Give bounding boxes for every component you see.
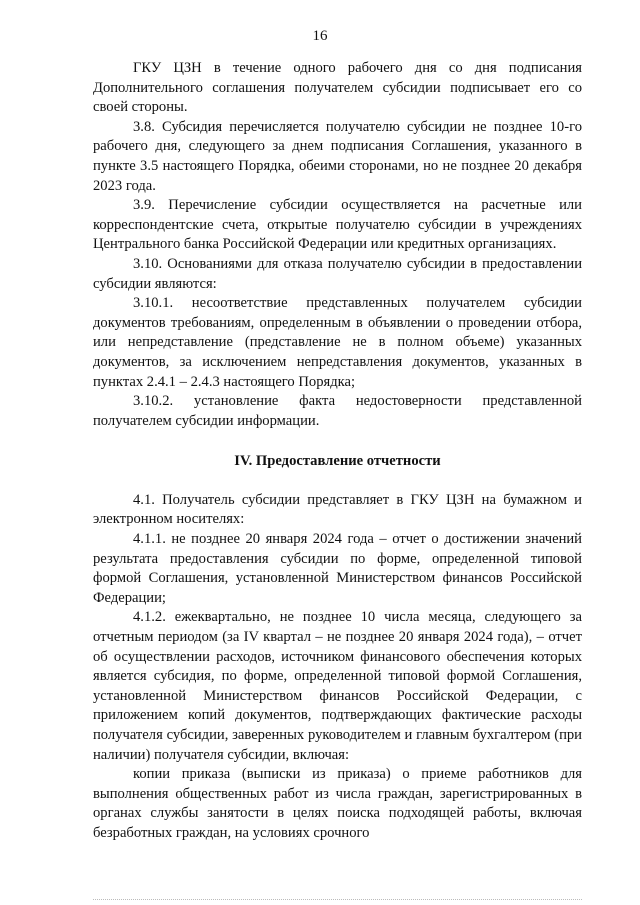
paragraph-3-7-continuation: ГКУ ЦЗН в течение одного рабочего дня со дня подписания Дополнительного соглашения получателем субсидии подписывает его со своей стороны.: [93, 60, 582, 116]
paragraph-3-10: 3.10. Основаниями для отказа получателю субсидии в предоставлении субсидии являются:: [93, 255, 582, 292]
paragraph-order-copies: копии приказа (выписки из приказа) о приеме работников для выполнения общественных работ из числа граждан, зарегистрированных в органах службы занятости в целях поиска подходящей работы, включая безработных граждан, на условиях срочного: [93, 766, 582, 841]
paragraph-3-10-2: 3.10.2. установление факта недостоверности представленной получателем субсидии информации.: [93, 393, 582, 429]
document-body: [93, 59, 582, 844]
page-bottom-divider: [93, 899, 582, 900]
paragraph-3-10-1: 3.10.1. несоответствие представленных получателем субсидии документов требованиям, определенным в объявлении о проведении отбора, или непредставление (представление не в полном объеме) указанных документов, за исключением непредставления документов, указанных в пунктах 2.4.1 – 2.4.3 настоящего Порядка;: [93, 295, 582, 390]
paragraph-3-8: 3.8. Субсидия перечисляется получателю субсидии не позднее 10-го рабочего дня, следующего за днем подписания Соглашения, указанного в пункте 3.5 настоящего Порядка, обеими сторонами, но не позднее 20 декабря 2023 года.: [93, 118, 582, 194]
section-heading: IV. Предоставление отчетности: [234, 453, 441, 470]
paragraph-4-1-1: 4.1.1. не позднее 20 января 2024 года – отчет о достижении значений результата предоставления субсидии по форме, определенной типовой формой Соглашения, установленной Министерством финансов Российской Федерации;: [93, 531, 582, 606]
paragraph-4-1-2: 4.1.2. ежеквартально, не позднее 10 числа месяца, следующего за отчетным периодом (за IV квартал – не позднее 20 января 2024 года), – отчет об осуществлении расходов, источником финансового обеспечения которых является субсидия, по форме, определенной типовой формой Соглашения, установленной Министерством финансов Российской Федерации, с приложением копий документов, подтверждающих фактические расходы получателя субсидии, заверенных руководителем и главным бухгалтером (при наличии) получателя субсидии, включая:: [93, 609, 582, 763]
paragraph-3-9: 3.9. Перечисление субсидии осуществляется на расчетные или корреспондентские счета, открытые получателю субсидии в учреждениях Центрального банка Российской Федерации или кредитных организациях.: [93, 197, 582, 253]
page-number: 16: [312, 28, 328, 44]
paragraph-4-1: 4.1. Получатель субсидии представляет в ГКУ ЦЗН на бумажном и электронном носителях:: [93, 491, 582, 528]
